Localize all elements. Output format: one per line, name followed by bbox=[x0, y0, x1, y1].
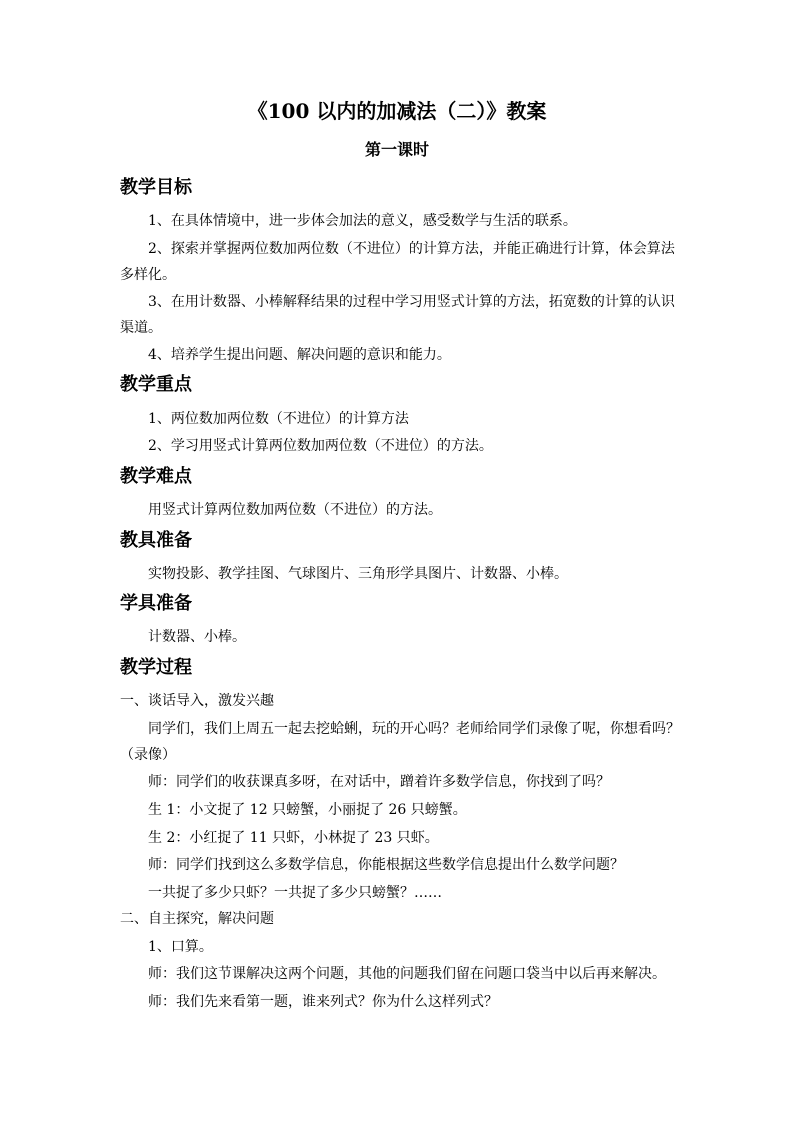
goal-item-1: 1、在具体情境中，进一步体会加法的意义，感受数学与生活的联系。 bbox=[148, 213, 577, 229]
student-aids-item-1: 计数器、小棒。 bbox=[148, 629, 246, 645]
process-line-9: 师：我们先来看第一题，谁来列式？你为什么这样列式？ bbox=[148, 994, 498, 1010]
process-line-6: 一共捉了多少只虾？一共捉了多少只螃蟹？…… bbox=[148, 885, 442, 901]
process-line-1-cont: （录像） bbox=[120, 747, 176, 763]
heading-difficulty: 教学难点 bbox=[120, 466, 192, 487]
heading-student-aids: 学具准备 bbox=[120, 593, 192, 614]
goal-item-2: 2、探索并掌握两位数加两位数（不进位）的计算方法，并能正确进行计算，体会算法 bbox=[148, 241, 675, 257]
goal-item-3-cont: 渠道。 bbox=[120, 320, 162, 336]
heading-key-points: 教学重点 bbox=[120, 374, 192, 395]
goal-item-3: 3、在用计数器、小棒解释结果的过程中学习用竖式计算的方法，拓宽数的计算的认识 bbox=[148, 294, 675, 310]
process-line-3: 生 1：小文捉了 12 只螃蟹，小丽捉了 26 只螃蟹。 bbox=[148, 802, 467, 818]
process-line-4: 生 2：小红捉了 11 只虾，小林捉了 23 只虾。 bbox=[148, 830, 439, 846]
process-line-7: 1、口算。 bbox=[148, 939, 213, 955]
key-point-2: 2、学习用竖式计算两位数加两位数（不进位）的方法。 bbox=[148, 438, 493, 454]
key-point-1: 1、两位数加两位数（不进位）的计算方法 bbox=[148, 411, 409, 427]
document-subtitle: 第一课时 bbox=[364, 140, 429, 159]
document-title: 《100 以内的加减法（二）》教案 bbox=[247, 99, 547, 123]
process-line-1: 同学们，我们上周五一起去挖蛤蜊，玩的开心吗？老师给同学们录像了呢，你想看吗？ bbox=[148, 721, 680, 737]
heading-teaching-goals: 教学目标 bbox=[120, 177, 192, 198]
heading-teaching-aids: 教具准备 bbox=[120, 530, 192, 551]
difficulty-item-1: 用竖式计算两位数加两位数（不进位）的方法。 bbox=[148, 502, 442, 518]
goal-item-4: 4、培养学生提出问题、解决问题的意识和能力。 bbox=[148, 347, 451, 363]
process-line-5: 师：同学们找到这么多数学信息，你能根据这些数学信息提出什么数学问题？ bbox=[148, 857, 624, 873]
process-section-1-title: 一、谈话导入，激发兴趣 bbox=[120, 693, 274, 709]
heading-teaching-process: 教学过程 bbox=[120, 657, 192, 678]
teaching-aids-item-1: 实物投影、教学挂图、气球图片、三角形学具图片、计数器、小棒。 bbox=[148, 566, 568, 582]
process-section-2-title: 二、自主探究，解决问题 bbox=[120, 911, 274, 927]
process-line-8: 师：我们这节课解决这两个问题，其他的问题我们留在问题口袋当中以后再来解决。 bbox=[148, 966, 666, 982]
process-line-2: 师：同学们的收获课真多呀，在对话中，蹭着许多数学信息，你找到了吗？ bbox=[148, 774, 610, 790]
goal-item-2-cont: 多样化。 bbox=[120, 267, 176, 283]
